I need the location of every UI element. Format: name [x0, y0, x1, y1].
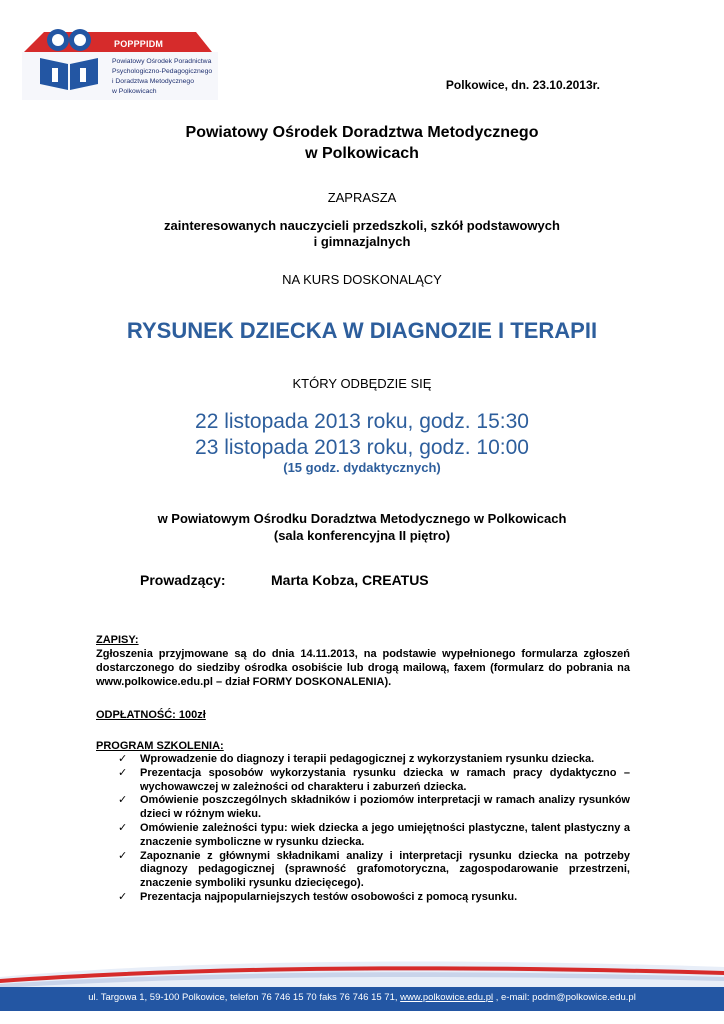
program-item [118, 794, 630, 822]
program-item-text: Omówienie poszczególnych składników i poziomów interpretacji w ramach analizy rysunków dzieci w różnym wieku. [140, 794, 630, 821]
logo-text-line: i Doradztwa Metodycznego [112, 78, 194, 85]
program-item-text: Omówienie zależności typu: wiek dziecka a jego umiejętności plastyczne, talent plastyczny a znaczenie symboliczne w rysunku dziecka. [140, 821, 630, 848]
venue-name: w Powiatowym Ośrodku Doradztwa Metodycznego w Polkowicach [157, 511, 567, 526]
organization-logo [22, 24, 218, 100]
fee-text: ODPŁATNOŚĆ: 100zł [96, 709, 206, 721]
footer-contact [0, 992, 724, 1003]
check-icon: ✓ [118, 821, 128, 834]
organizer-city: w Polkowicach [305, 145, 419, 162]
invite-text: ZAPRASZA [327, 190, 397, 205]
session-date: 23 listopada 2013 roku, godz. 10:00 [195, 436, 529, 459]
check-icon: ✓ [118, 753, 128, 765]
program-item [118, 891, 630, 905]
footer-wave-decoration [0, 955, 724, 989]
registration-text-post: , na podstawie wypełnionego formularza zgłoszeń dostarczonego do siedziby ośrodka osobiście lub drogą mailową, faxem (formularz do pobrania na www.polkowice.edu.pl – dział FORMY DOSKONALENIA). [96, 648, 630, 688]
footer-email-link[interactable]: podm@polkowice.edu.pl [532, 992, 636, 1003]
program-item-text: Prezentacja najpopularniejszych testów osobowości z pomocą rysunku. [140, 890, 518, 903]
schedule-intro: KTÓRY ODBĘDZIE SIĘ [292, 376, 432, 391]
session-date: 22 listopada 2013 roku, godz. 15:30 [195, 410, 529, 433]
audience-line: i gimnazjalnych [313, 234, 411, 249]
organizer-name: Powiatowy Ośrodek Doradztwa Metodycznego [185, 124, 539, 141]
program-item-text: Zapoznanie z głównymi składnikami analizy i interpretacji rysunku dziecka na potrzeby diagnozy pedagogicznej (sprawność grafomotoryczna, zagospodarowanie przestrzeni, znaczenie symboliki rysunku dziecięcego). [140, 849, 630, 890]
logo-text-line: Powiatowy Ośrodek Poradnictwa [112, 58, 212, 65]
audience-line: zainteresowanych nauczycieli przedszkoli, szkół podstawowych [164, 218, 560, 233]
registration-deadline: 14.11.2013 [300, 648, 355, 660]
check-icon: ✓ [118, 794, 128, 807]
check-icon: ✓ [118, 766, 128, 779]
logo-text-line: w Polkowicach [112, 88, 157, 95]
logo-text-line: Psychologiczno-Pedagogicznego [112, 68, 213, 75]
program-list [118, 753, 630, 905]
program-item [118, 767, 630, 795]
program-item [118, 822, 630, 850]
venue-room: (sala konferencyjna II piętro) [273, 528, 451, 543]
check-icon: ✓ [118, 890, 128, 903]
course-hours: (15 godz. dydaktycznych) [283, 460, 441, 475]
program-item [118, 850, 630, 891]
leader-name: Marta Kobza, CREATUS [271, 572, 429, 588]
registration-heading: ZAPISY: [96, 634, 139, 646]
course-intro: NA KURS DOSKONALĄCY [282, 272, 442, 287]
program-item-text: Prezentacja sposobów wykorzystania rysunku dziecka w ramach pracy dydaktyczno – wychowawczej w zależności od charakteru i zaburzeń dziecka. [140, 766, 630, 793]
course-title: RYSUNEK DZIECKA W DIAGNOZIE I TERAPII [126, 318, 598, 343]
check-icon: ✓ [118, 849, 128, 862]
program-item [118, 753, 630, 767]
leader-label: Prowadzący: [140, 572, 226, 588]
document-date: Polkowice, dn. 23.10.2013r. [445, 78, 600, 92]
footer-address: ul. Targowa 1, 59-100 Polkowice, telefon 76 746 15 70 faks 76 746 15 71, [88, 992, 401, 1003]
program-item-text: Wprowadzenie do diagnozy i terapii pedagogicznej z wykorzystaniem rysunku dziecka. [140, 753, 595, 765]
footer-website-link[interactable]: www.polkowice.edu.pl [400, 992, 494, 1003]
registration-text-pre: Zgłoszenia przyjmowane są do dnia [96, 648, 301, 660]
logo-brand-text: POPPPIDM [114, 39, 164, 49]
program-heading: PROGRAM SZKOLENIA: [96, 740, 224, 752]
registration-text [96, 648, 630, 689]
footer-email-label: , e-mail: [493, 992, 533, 1003]
